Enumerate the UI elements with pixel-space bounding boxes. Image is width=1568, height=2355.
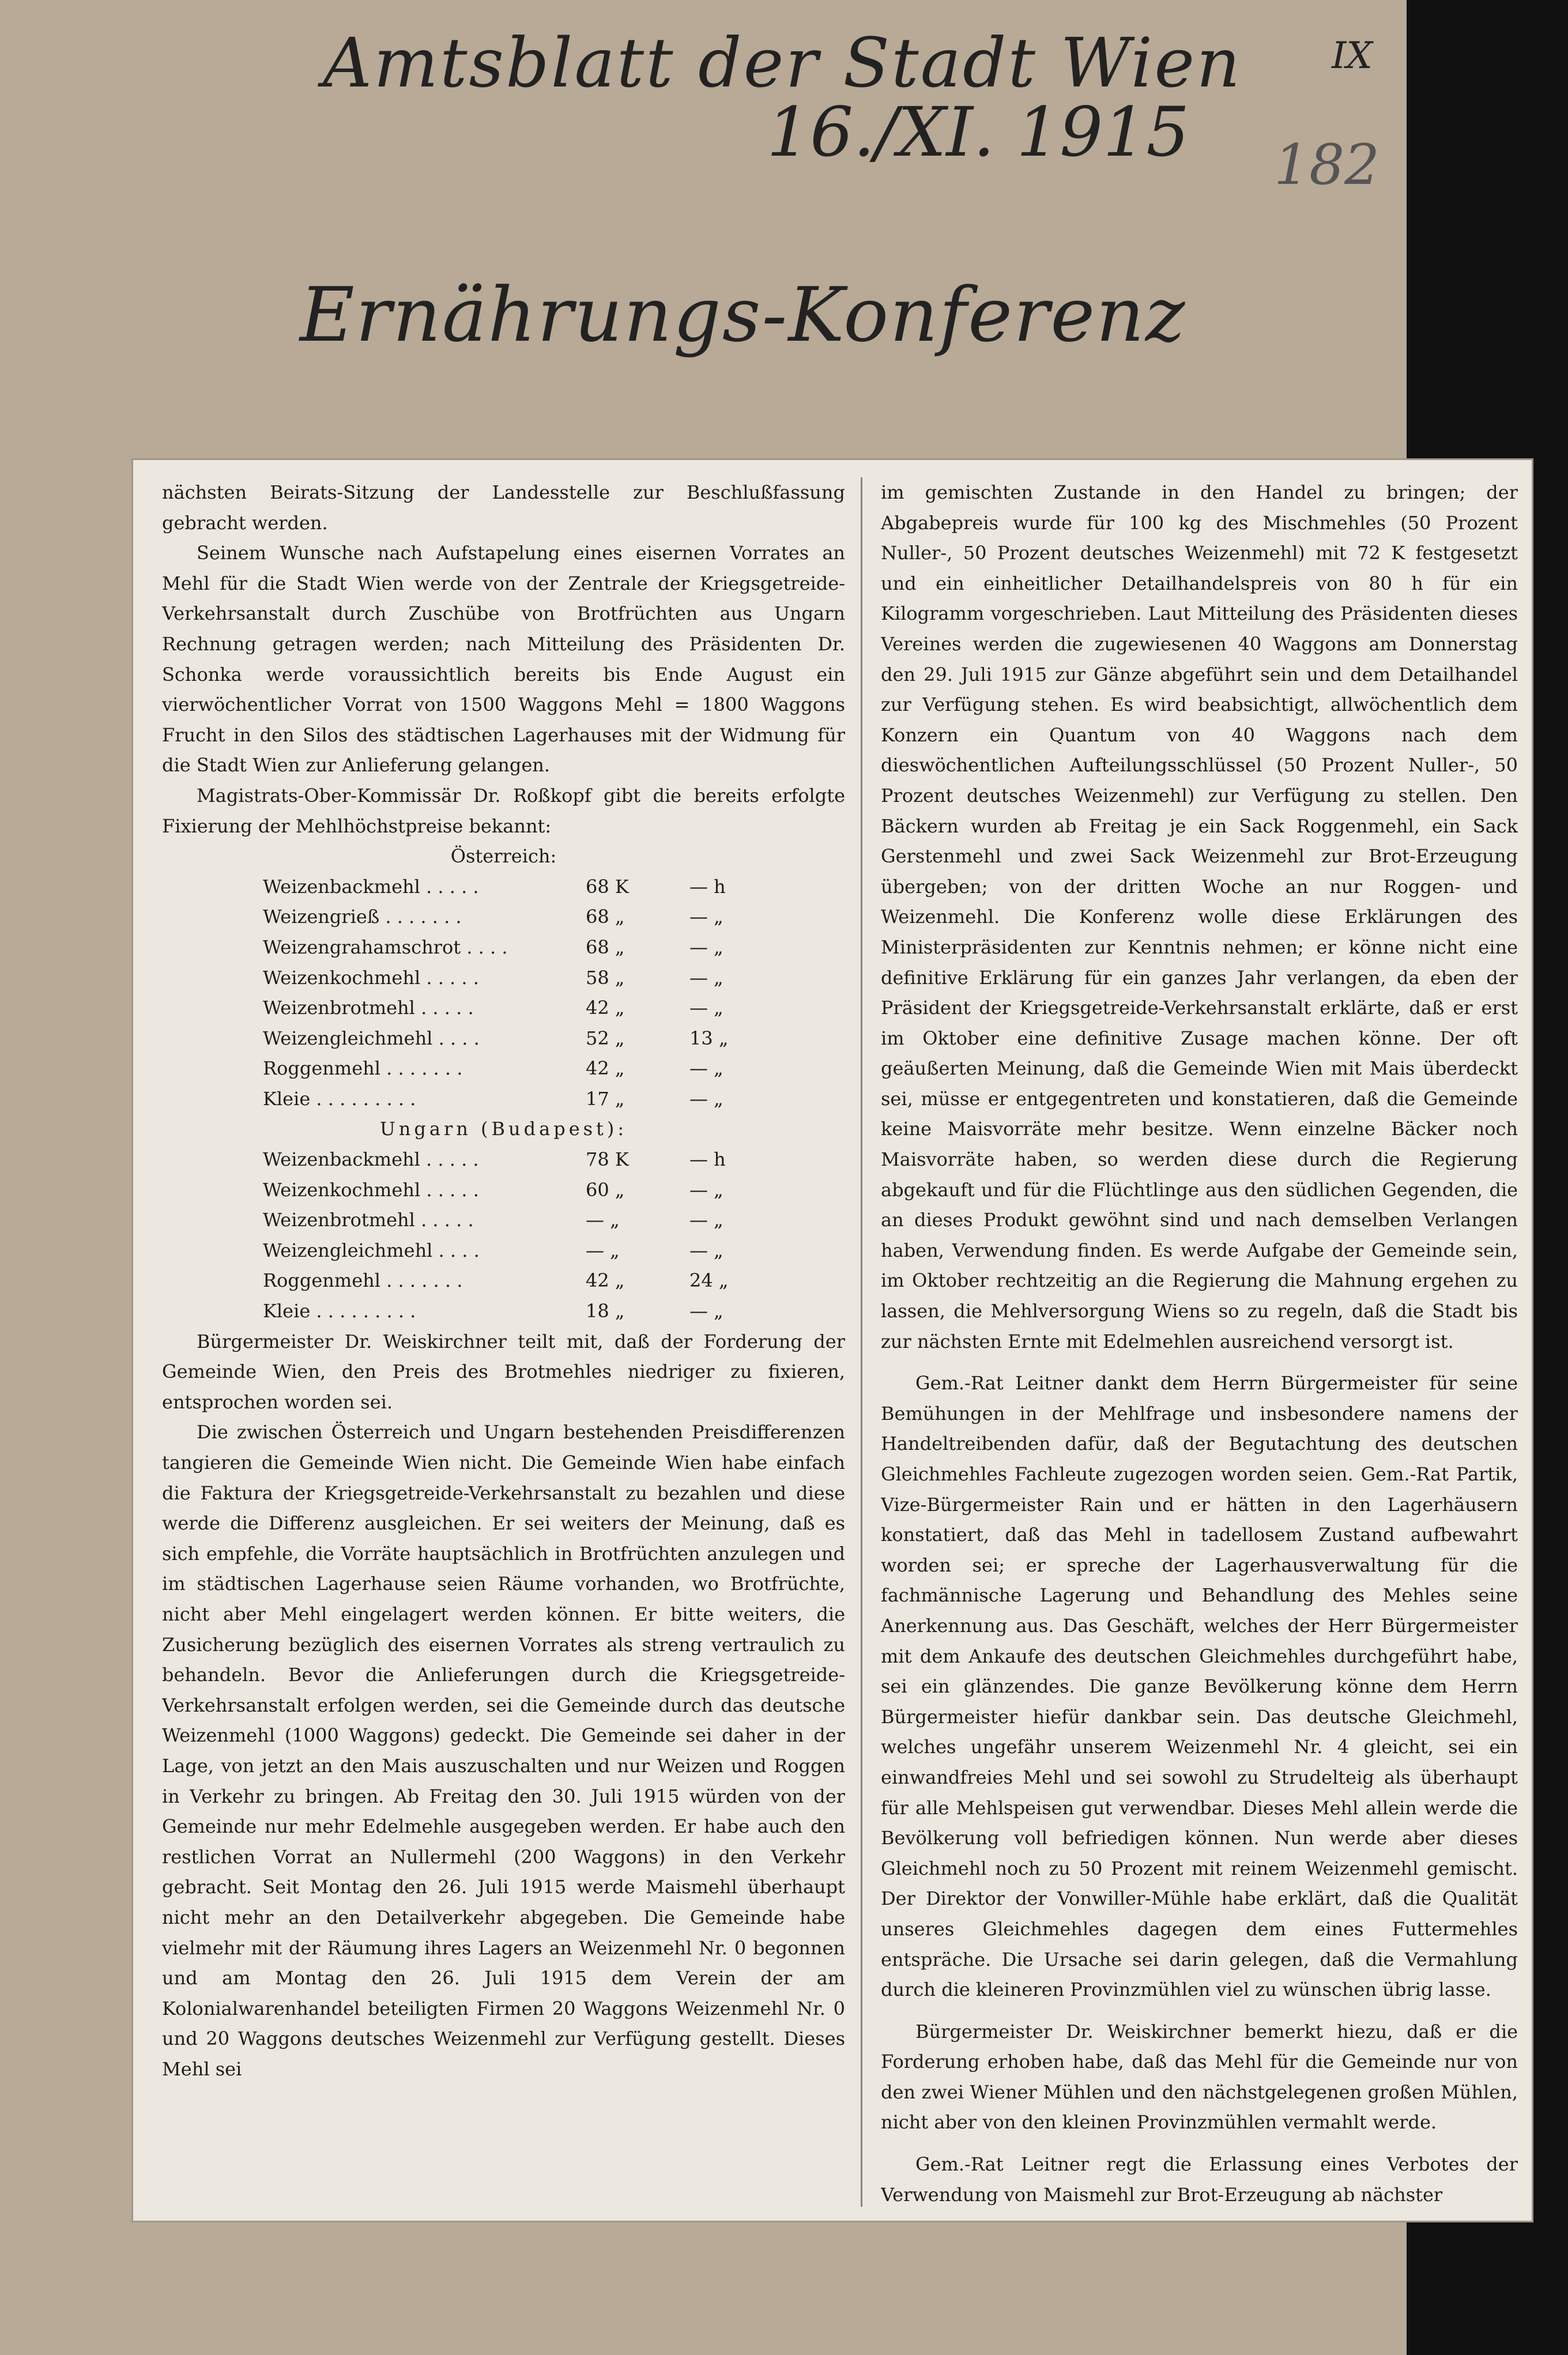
price-cell-name: Weizenkochmehl . . . . . (263, 966, 479, 989)
price-cell-name: Kleie . . . . . . . . . (263, 1300, 416, 1322)
price-cell-v2: — „ (689, 906, 723, 928)
price-cell-name: Roggenmehl . . . . . . . (263, 1269, 463, 1292)
column-divider (861, 477, 862, 2207)
price-cell-v2: — „ (689, 1239, 723, 1261)
right-column (881, 477, 1518, 2207)
handwritten-number: 182 (1274, 133, 1380, 197)
price-row (263, 993, 759, 1023)
price-cell-name: Weizenbrotmehl . . . . . (263, 1209, 474, 1231)
price-row (263, 1265, 759, 1296)
price-row (263, 1175, 759, 1205)
price-cell-v2: — h (689, 1148, 726, 1171)
price-cell-v2: — „ (689, 966, 723, 989)
right-paragraph-2: Gem.-Rat Leitner dankt dem Herrn Bürgermeister für seine Bemühungen in der Mehlfrage und insbesondere namens der Handeltreibenden dafür, daß der Begutachtung des deutschen Gleichmehles Fachleute zugezogen worden seien. Gem.-Rat Partik, Vize-Bürgermeister Rain und er hätten in den Lagerhäusern konstatiert, daß das Mehl in tadellosem Zustand aufbewahrt worden sei; er spreche der Lagerhausverwaltung für die fachmännische Lagerung und Behandlung des Mehles seine Anerkennung aus. Das Geschäft, welches der Herr Bürgermeister mit dem Ankaufe des deutschen Gleichmehles durchgeführt habe, sei ein glänzendes. Die ganze Bevölkerung könne dem Herrn Bürgermeister hiefür dankbar sein. Das deutsche Gleichmehl, welches ungefähr unserem Weizenmehl Nr. 4 gleicht, sei ein einwandfreies Mehl und sei sowohl zu Strudelteig als überhaupt für alle Mehlspeisen gut verwendbar. Dieses Mehl allein werde die Bevölkerung voll befriedigen können. Nun werde aber dieses Gleichmehl noch zu 50 Prozent mit reinem Weizenmehl gemischt. Der Direktor der Vonwiller-Mühle habe erklärt, daß die Qualität unseres Gleichmehles dagegen dem eines Futtermehles entspräche. Die Ursache sei darin gelegen, daß die Vermahlung durch die kleineren Provinzmühlen viel zu wünschen übrig lasse. (881, 1372, 1518, 2001)
price-row (263, 932, 759, 963)
price-cell-v2: — „ (689, 1209, 723, 1231)
price-cell-v1: 60 „ (586, 1178, 625, 1201)
handwritten-title: Amtsblatt der Stadt Wien (323, 23, 1242, 103)
left-paragraph-3: Magistrats-Ober-Kommissär Dr. Roßkopf gibt die bereits erfolgte Fixierung der Mehlhöchstpreise bekannt: (162, 784, 845, 837)
price-row (263, 1053, 759, 1084)
price-cell-v2: — „ (689, 997, 723, 1019)
price-cell-v1: 58 „ (586, 966, 625, 989)
price-row (263, 1235, 759, 1266)
price-cell-name: Weizengleichmehl . . . . (263, 1027, 480, 1049)
price-cell-v1: 68 „ (586, 936, 625, 958)
price-cell-v2: — „ (689, 936, 723, 958)
left-paragraph-1: nächsten Beirats-Sitzung der Landesstelle zur Beschlußfassung gebracht werden. (162, 481, 845, 534)
price-cell-name: Weizenbackmehl . . . . . (263, 875, 479, 898)
handwritten-date: 16./XI. 1915 (767, 92, 1190, 172)
price-cell-v1: 68 „ (586, 906, 625, 928)
price-cell-name: Weizenbackmehl . . . . . (263, 1148, 479, 1171)
price-cell-v2: 24 „ (689, 1269, 729, 1292)
right-paragraph-4: Gem.-Rat Leitner regt die Erlassung eines Verbotes der Verwendung von Maismehl zur Brot-Erzeugung ab nächster (881, 2153, 1518, 2206)
price-row (263, 1144, 759, 1175)
price-cell-name: Roggenmehl . . . . . . . (263, 1057, 463, 1080)
price-cell-name: Weizengrieß . . . . . . . (263, 906, 462, 928)
left-paragraph-5: Die zwischen Österreich und Ungarn bestehenden Preisdifferenzen tangieren die Gemeinde Wien nicht. Die Gemeinde Wien habe einfach die Faktura der Kriegsgetreide-Verkehrsanstalt zu bezahlen und diese werde die Differenz ausgleichen. Er sei weiters der Meinung, daß es sich empfehle, die Vorräte hauptsächlich in Brotfrüchten anzulegen und im städtischen Lagerhause seien Räume vorhanden, wo Brotfrüchte, nicht aber Mehl eingelagert werden können. Er bitte weiters, die Zusicherung bezüglich des eisernen Vorrates als streng vertraulich zu behandeln. Bevor die Anlieferungen durch die Kriegsgetreide-Verkehrsanstalt erfolgen werden, sei die Gemeinde durch das deutsche Weizenmehl (1000 Waggons) gedeckt. Die Gemeinde sei daher in der Lage, von jetzt an den Mais auszuschalten und nur Weizen und Roggen in Verkehr zu bringen. Ab Freitag den 30. Juli 1915 würden von der Gemeinde nur mehr Edelmehle ausgegeben werden. Er habe auch den restlichen Vorrat an Nullermehl (200 Waggons) in den Verkehr gebracht. Seit Montag den 26. Juli 1915 werde Maismehl überhaupt nicht mehr an den Detailverkehr abgegeben. Die Gemeinde habe vielmehr mit der Räumung ihres Lagers an Weizenmehl Nr. 0 begonnen und am Montag den 26. Juli 1915 dem Verein der am Kolonialwarenhandel beteiligten Firmen 20 Waggons Weizenmehl Nr. 0 und 20 Waggons deutsches Weizenmehl zur Verfügung gestellt. Dieses Mehl sei (162, 1421, 845, 2080)
price-cell-name: Weizengleichmehl . . . . (263, 1239, 480, 1261)
price-row (263, 963, 759, 993)
price-cell-v1: 18 „ (586, 1300, 625, 1322)
price-cell-v1: 42 „ (586, 997, 625, 1019)
left-paragraph-4: Bürgermeister Dr. Weiskirchner teilt mit, daß der Forderung der Gemeinde Wien, den Preis des Brotmehles niedriger zu fixieren, entsprochen worden sei. (162, 1330, 845, 1413)
left-column (162, 477, 845, 2207)
price-cell-v1: — „ (586, 1239, 620, 1261)
price-row (263, 902, 759, 932)
handwritten-mark: IX (1332, 35, 1373, 77)
price-cell-v1: 42 „ (586, 1269, 625, 1292)
price-row (263, 1296, 759, 1327)
price-row (263, 1084, 759, 1114)
price-cell-v2: — „ (689, 1057, 723, 1080)
newspaper-clipping (131, 458, 1533, 2222)
price-cell-v1: 78 K (586, 1148, 629, 1171)
price-cell-name: Weizenbrotmehl . . . . . (263, 997, 474, 1019)
price-cell-name: Weizenkochmehl . . . . . (263, 1178, 479, 1201)
price-cell-v1: 42 „ (586, 1057, 625, 1080)
price-cell-v1: — „ (586, 1209, 620, 1231)
price-cell-v2: — „ (689, 1087, 723, 1110)
price-cell-name: Kleie . . . . . . . . . (263, 1087, 416, 1110)
price-cell-v1: 68 K (586, 875, 629, 898)
price-cell-v2: 13 „ (689, 1027, 729, 1049)
right-paragraph-1: im gemischten Zustande in den Handel zu bringen; der Abgabepreis wurde für 100 kg des Mischmehles (50 Prozent Nuller-, 50 Prozent deutsches Weizenmehl) mit 72 K festgesetzt und ein einheitlicher Detailhandelspreis von 80 h für ein Kilogramm vorgeschrieben. Laut Mitteilung des Präsidenten dieses Vereines werden die zugewiesenen 40 Waggons am Donnerstag den 29. Juli 1915 zur Gänze abgeführt sein und dem Detailhandel zur Verfügung stehen. Es wird beabsichtigt, allwöchentlich dem Konzern ein Quantum von 40 Waggons nach dem dieswöchentlichen Aufteilungsschlüssel (50 Prozent Nuller-, 50 Prozent deutsches Weizenmehl) zur Verfügung zu stellen. Den Bäckern wurden ab Freitag je ein Sack Roggenmehl, ein Sack Gerstenmehl und zwei Sack Weizenmehl zur Brot-Erzeugung übergeben; von der dritten Woche an nur Roggen- und Weizenmehl. Die Konferenz wolle diese Erklärungen des Ministerpräsidenten zur Kenntnis nehmen; er könne nicht eine definitive Erklärung für ein ganzes Jahr verlangen, da eben der Präsident der Kriegsgetreide-Verkehrsanstalt erklärte, daß er erst im Oktober eine definitive Zusage machen könne. Der oft geäußerten Meinung, daß die Gemeinde Wien mit Mais überdeckt sei, müsse er entgegentreten und konstatieren, daß die Gemeinde keine Maisvorräte mehr besitze. Wenn einzelne Bäcker noch Maisvorräte haben, so werden diese durch die Regierung abgekauft und für die Flüchtlinge aus den südlichen Gegenden, die an dieses Produkt gewöhnt sind und nach demselben Verlangen haben, Verwendung finden. Es werde Aufgabe der Gemeinde sein, im Oktober rechtzeitig an die Regierung die Mahnung ergehen zu lassen, die Mehlversorgung Wiens so zu regeln, daß die Stadt bis zur nächsten Ernte mit Edelmehlen ausreichend versorgt ist. (881, 481, 1518, 1352)
price-row (263, 1023, 759, 1054)
price-cell-v2: — „ (689, 1178, 723, 1201)
right-paragraph-3: Bürgermeister Dr. Weiskirchner bemerkt hiezu, daß er die Forderung erhoben habe, daß das Mehl für die Gemeinde nur von den zwei Wiener Mühlen und den nächstgelegenen großen Mühlen, nicht aber von den kleinen Provinzmühlen vermahlt werde. (881, 2020, 1518, 2134)
price-cell-v2: — „ (689, 1300, 723, 1322)
price-cell-v1: 17 „ (586, 1087, 625, 1110)
austria-price-table (263, 872, 759, 1114)
price-cell-name: Weizengrahamschrot . . . . (263, 936, 508, 958)
price-row (263, 1205, 759, 1235)
austria-heading: Österreich: (450, 845, 557, 868)
hungary-heading: Ungarn (Budapest): (379, 1118, 628, 1140)
handwritten-subtitle: Ernährungs-Konferenz (300, 271, 1186, 359)
left-paragraph-2: Seinem Wunsche nach Aufstapelung eines eisernen Vorrates an Mehl für die Stadt Wien werde von der Zentrale der Kriegsgetreide-Verkehrsanstalt durch Zuschübe von Brotfrüchten aus Ungarn Rechnung getragen werden; nach Mitteilung des Präsidenten Dr. Schonka werde voraussichtlich bereits bis Ende August ein vierwöchentlicher Vorrat von 1500 Waggons Mehl = 1800 Waggons Frucht in den Silos des städtischen Lagerhauses mit der Widmung für die Stadt Wien zur Anlieferung gelangen. (162, 542, 845, 777)
price-cell-v2: — h (689, 875, 726, 898)
hungary-price-table (263, 1144, 759, 1327)
price-cell-v1: 52 „ (586, 1027, 625, 1049)
price-row (263, 872, 759, 902)
